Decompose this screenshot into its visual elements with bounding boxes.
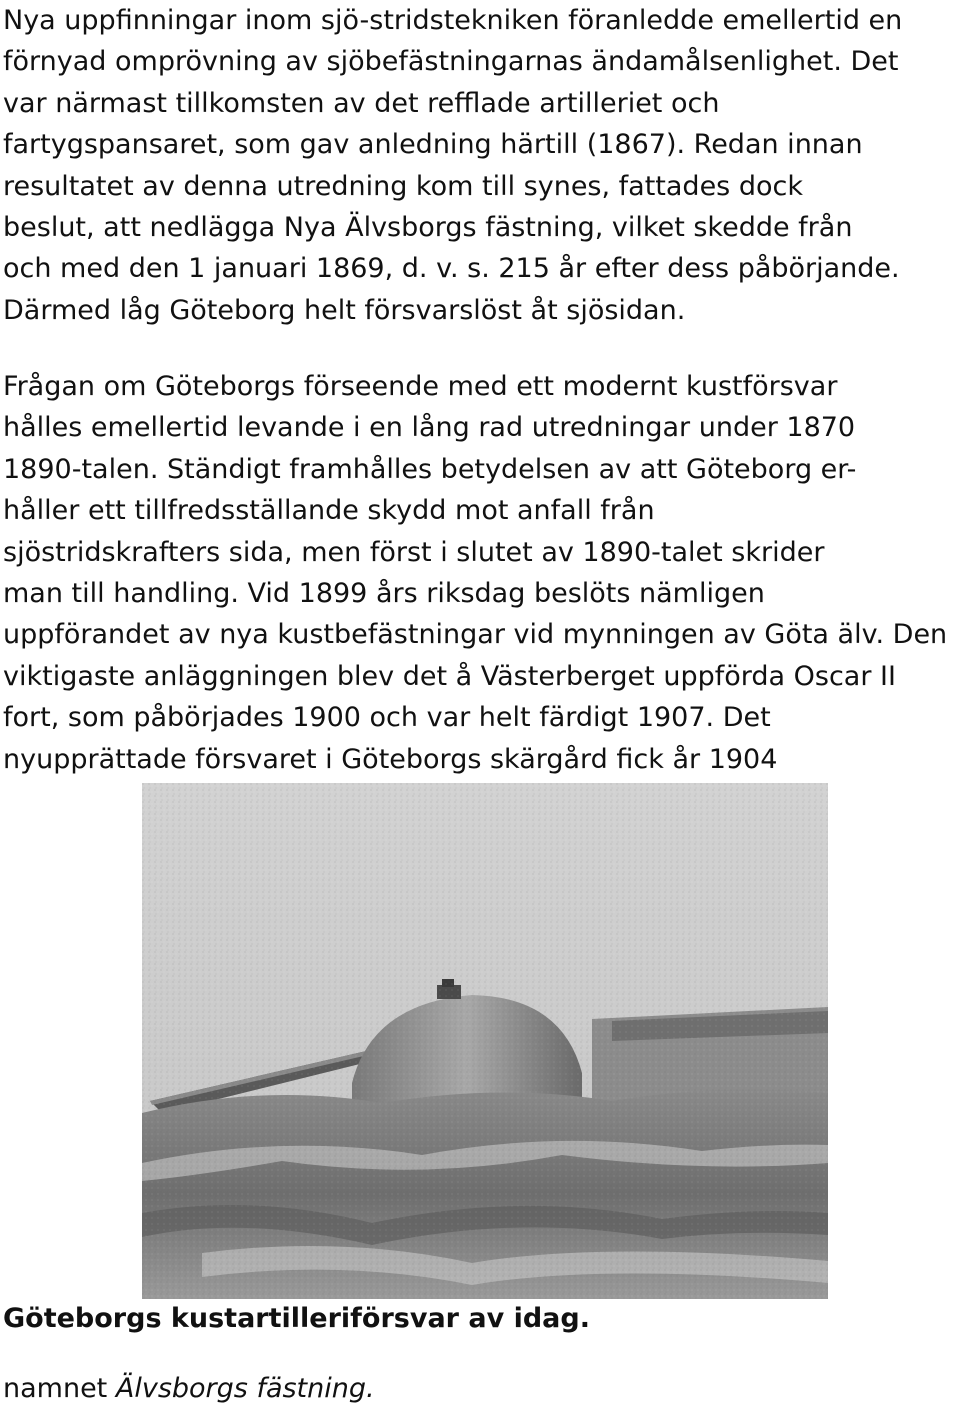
closing-prefix: namnet [3, 1373, 108, 1404]
closing-line [3, 1368, 375, 1409]
text-line: man till handling. Vid 1899 års riksdag beslöts nämligen [3, 578, 765, 610]
text-line: fartygspansaret, som gav anledning härtill (1867). Redan innan [3, 129, 863, 161]
paragraph-2 [3, 366, 958, 780]
text-line: förnyad omprövning av sjöbefästningarnas ändamålsenlighet. Det [3, 46, 899, 78]
text-line: sjöstridskrafters sida, men först i slutet av 1890-talet skrider [3, 536, 825, 568]
text-line: Därmed låg Göteborg helt försvarslöst åt sjösidan. [3, 294, 686, 326]
text-line: fort, som påbörjades 1900 och var helt färdigt 1907. Det [3, 702, 771, 734]
text-line: Nya uppfinningar inom sjö-stridstekniken föranledde emellertid en [3, 5, 903, 36]
text-line: hålles emellertid levande i en lång rad utredningar under 1870 [3, 412, 856, 444]
text-line: var närmast tillkomsten av det refflade artilleriet och [3, 87, 720, 119]
text-line: viktigaste anläggningen blev det å Västerberget uppförda Oscar II [3, 660, 896, 692]
text-line: Frågan om Göteborgs förseende med ett modernt kustförsvar [3, 371, 838, 402]
text-line: och med den 1 januari 1869, d. v. s. 215 år efter dess påbörjande. [3, 253, 900, 285]
gun-turret-photo [142, 783, 828, 1299]
text-line: uppförandet av nya kustbefästningar vid mynningen av Göta älv. Den [3, 619, 948, 651]
paragraph-1 [3, 0, 958, 331]
text-line: beslut, att nedlägga Nya Älvsborgs fästning, vilket skedde från [3, 212, 853, 244]
text-line: håller ett tillfredsställande skydd mot anfall från [3, 495, 655, 527]
text-line: nyupprättade försvaret i Göteborgs skärgård fick år 1904 [3, 743, 778, 775]
closing-italic: Älvsborgs fästning. [115, 1373, 375, 1404]
text-line: resultatet av denna utredning kom till synes, fattades dock [3, 170, 803, 202]
photo-caption: Göteborgs kustartilleriförsvar av idag. [3, 1303, 590, 1334]
text-line: 1890-talen. Ständigt framhålles betydelsen av att Göteborg er- [3, 453, 857, 485]
